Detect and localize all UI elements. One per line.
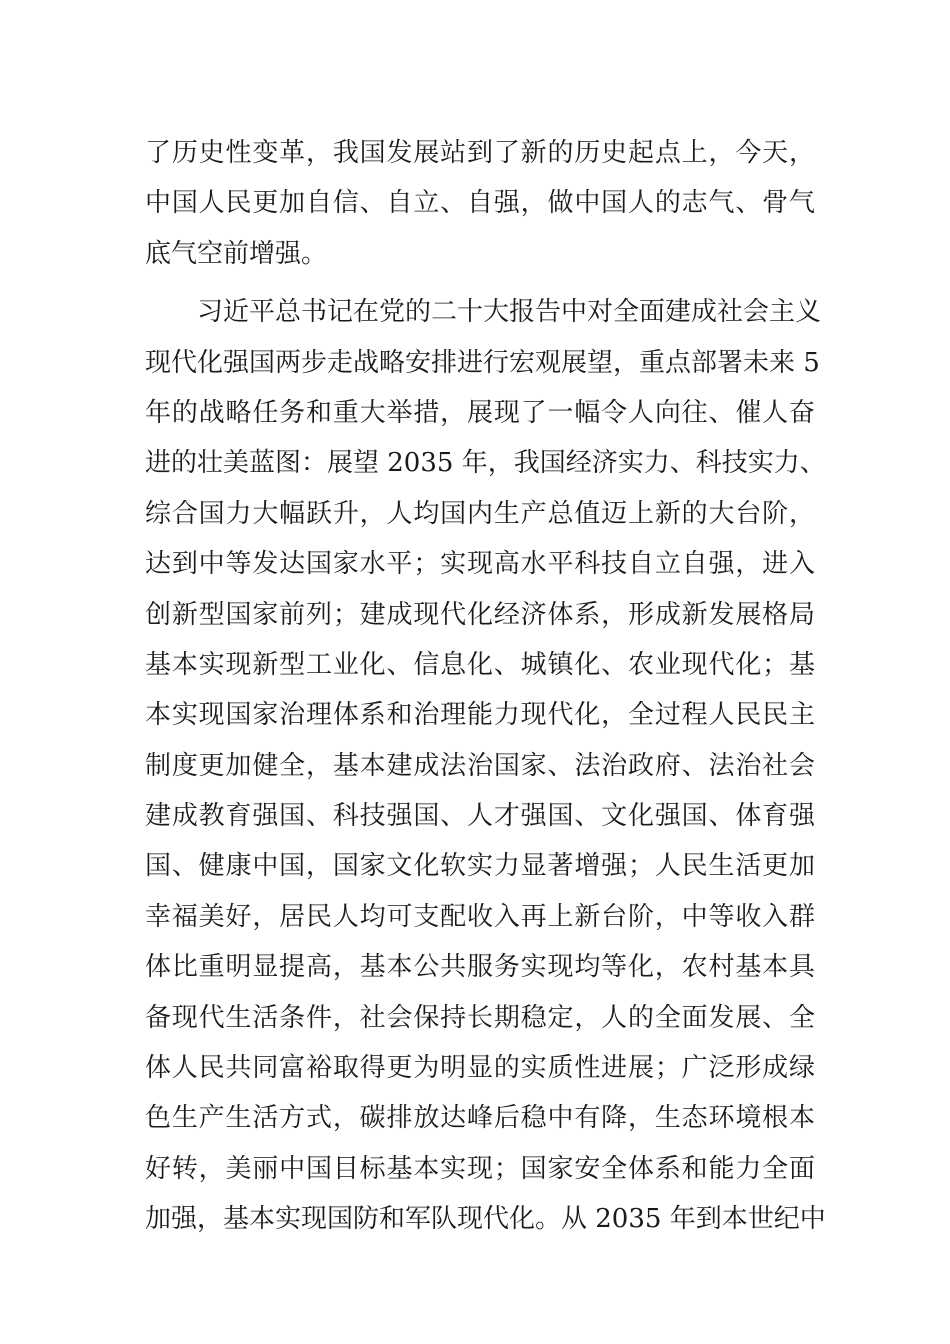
text-line: 习近平总书记在党的二十大报告中对全面建成社会主义 (197, 297, 822, 328)
text-line: 达到中等发达国家水平；实现高水平科技自立自强，进入 (145, 549, 815, 580)
text-line: 综合国力大幅跃升，人均国内生产总值迈上新的大台阶， (145, 498, 815, 529)
text-line: 体人民共同富裕取得更为明显的实质性进展；广泛形成绿 (145, 1053, 815, 1084)
text-line: 加强，基本实现国防和军队现代化。从 2035 年到本世纪中 (145, 1204, 826, 1235)
text-line: 体比重明显提高，基本公共服务实现均等化，农村基本具 (145, 952, 815, 983)
text-line: 建成教育强国、科技强国、人才强国、文化强国、体育强 (145, 801, 815, 832)
text-line: 国、健康中国，国家文化软实力显著增强；人民生活更加 (145, 851, 815, 882)
paragraph-2 (145, 287, 826, 1244)
text-line: 创新型国家前列；建成现代化经济体系，形成新发展格局 (145, 599, 815, 630)
text-line: 好转，美丽中国目标基本实现；国家安全体系和能力全面 (145, 1153, 815, 1184)
paragraph-1 (145, 128, 815, 279)
text-line: 进的壮美蓝图：展望 2035 年，我国经济实力、科技实力、 (145, 448, 826, 479)
text-line: 年的战略任务和重大举措，展现了一幅令人向往、催人奋 (145, 397, 815, 428)
body-text (145, 128, 826, 1245)
text-line: 制度更加健全，基本建成法治国家、法治政府、法治社会 (145, 750, 815, 781)
text-line: 基本实现新型工业化、信息化、城镇化、农业现代化；基 (145, 649, 815, 680)
text-line: 中国人民更加自信、自立、自强，做中国人的志气、骨气 (145, 188, 815, 219)
text-line: 现代化强国两步走战略安排进行宏观展望，重点部署未来 5 (145, 347, 820, 378)
text-line: 备现代生活条件，社会保持长期稳定，人的全面发展、全 (145, 1002, 815, 1033)
text-line: 幸福美好，居民人均可支配收入再上新台阶，中等收入群 (145, 901, 815, 932)
text-line: 了历史性变革，我国发展站到了新的历史起点上，今天， (145, 138, 815, 168)
text-line: 色生产生活方式，碳排放达峰后稳中有降，生态环境根本 (145, 1103, 815, 1134)
text-line: 本实现国家治理体系和治理能力现代化，全过程人民民主 (145, 700, 815, 731)
text-line: 底气空前增强。 (145, 238, 328, 269)
